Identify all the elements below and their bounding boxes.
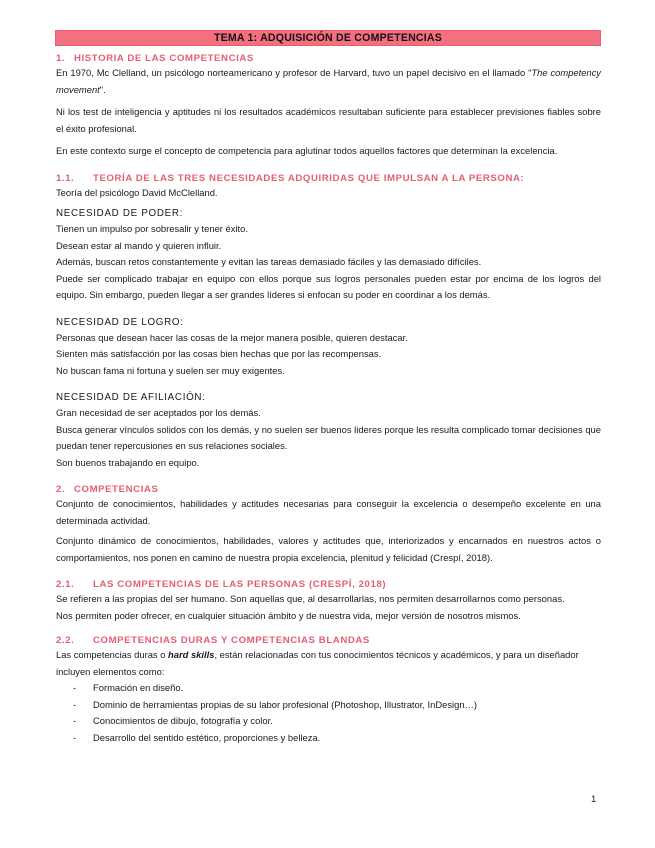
line-poder-3: Además, buscan retos constantemente y evitan las tareas demasiado fáciles y las demasiado difíciles.	[56, 256, 482, 267]
hard-skills-list	[56, 680, 601, 746]
page-number: 1	[591, 793, 597, 804]
section-number: 2.	[56, 484, 66, 495]
subheading-poder: NECESIDAD DE PODER:	[56, 208, 184, 219]
bullet-dash: -	[73, 698, 77, 710]
line-poder-1: Tienen un impulso por sobresalir y tener éxito.	[56, 223, 248, 234]
list-item-text: Conocimientos de dibujo, fotografía y color.	[93, 715, 273, 726]
section-heading-personas	[56, 578, 601, 591]
text-run: , están relacionadas con tus conocimientos técnicos y académicos, y para un diseñador incluyen elementos como:	[56, 649, 579, 677]
line-afiliacion-1: Gran necesidad de ser aceptados por los demás.	[56, 407, 261, 418]
italic-term: The competency movement	[56, 67, 601, 95]
section-title: COMPETENCIAS	[74, 484, 159, 495]
line-logro-1: Personas que desean hacer las cosas de la mejor manera posible, quieren destacar.	[56, 331, 408, 343]
line-poder-2: Desean estar al mando y quieren influir.	[56, 239, 222, 251]
paragraph-competencias-def2: Conjunto dinámico de conocimientos, habilidades, valores y actitudes que, interiorizados y encarnados en nuestros actos o comportamientos, nos ponen en camino de nuestra propia excelencia, plenitud y felicidad (Crespí, 2018).	[56, 535, 601, 563]
section-title: TEORÍA DE LAS TRES NECESIDADES ADQUIRIDAS QUE IMPULSAN A LA PERSONA:	[93, 172, 525, 184]
section-number: 1.1.	[56, 172, 75, 184]
line-afiliacion-2: Busca generar vínculos solidos con los demás, y no suelen ser buenos lideres porque les resulta complicado tomar decisiones que puedan tener repercusiones en sus relaciones sociales.	[56, 423, 601, 451]
line-personas-2: Nos permiten poder ofrecer, en cualquier situación ámbito y de nuestra vida, mejor versión de nosotros mismos.	[56, 609, 521, 621]
section-heading-duras-blandas	[56, 634, 601, 647]
section-title: LAS COMPETENCIAS DE LAS PERSONAS (CRESPÍ, 2018)	[93, 579, 387, 590]
document-body	[56, 52, 601, 746]
paragraph-competencias-def1: Conjunto de conocimientos, habilidades y actitudes necesarias para conseguir la excelencia o desempeño excelente en una determinada actividad.	[56, 498, 601, 526]
list-item	[56, 730, 601, 747]
text-run: ".	[99, 83, 106, 95]
document-title: TEMA 1: ADQUISICIÓN DE COMPETENCIAS	[213, 32, 443, 44]
bullet-dash: -	[73, 715, 77, 726]
title-banner	[55, 30, 601, 46]
line-personas-1: Se refieren a las propias del ser humano. Son aquellas que, al desarrollarlas, nos permiten desarrollarnos como personas.	[56, 593, 565, 604]
section-heading-teoria	[56, 172, 601, 185]
line-logro-3: No buscan fama ni fortuna y suelen ser muy exigentes.	[56, 364, 285, 376]
bold-italic-term: hard skills	[168, 649, 215, 660]
line-logro-2: Sienten más satisfacción por las cosas bien hechas que por las recompensas.	[56, 348, 382, 359]
bullet-dash: -	[73, 682, 77, 693]
line-afiliacion-3: Son buenos trabajando en equipo.	[56, 456, 200, 468]
section-title: COMPETENCIAS DURAS Y COMPETENCIAS BLANDAS	[93, 635, 370, 646]
list-item-text: Formación en diseño.	[93, 682, 184, 693]
section-number: 1.	[56, 53, 66, 64]
section-title: HISTORIA DE LAS COMPETENCIAS	[74, 53, 254, 64]
text-run: Las competencias duras o	[56, 649, 169, 660]
list-item-text: Dominio de herramientas propias de su labor profesional (Photoshop, Illustrator, InDesign…)	[93, 698, 478, 710]
subheading-logro: NECESIDAD DE LOGRO:	[56, 316, 184, 328]
section-heading-historia	[56, 52, 601, 65]
paragraph-mcclelland	[56, 65, 601, 98]
list-item	[56, 697, 601, 714]
list-item-text: Desarrollo del sentido estético, proporciones y belleza.	[93, 731, 321, 743]
section-heading-competencias	[56, 483, 601, 496]
bullet-dash: -	[73, 731, 77, 743]
paragraph-hard-skills	[56, 647, 601, 680]
section-number: 2.2.	[56, 635, 75, 646]
list-item	[56, 680, 601, 697]
paragraph-test-inteligencia: Ni los test de inteligencia y aptitudes ni los resultados académicos resultaban suficiente para establecer previsiones fiables sobre el éxito profesional.	[56, 106, 601, 134]
subheading-afiliacion: NECESIDAD DE AFILIACIÓN:	[56, 392, 206, 403]
section-number: 2.1.	[56, 579, 75, 590]
text-run: En 1970, Mc Clelland, un psicólogo norteamericano y profesor de Harvard, tuvo un papel decisivo en el llamado "	[56, 67, 532, 78]
paragraph-teoria-intro: Teoría del psicólogo David McClelland.	[56, 186, 218, 198]
line-poder-4: Puede ser complicado trabajar en equipo con ellos porque sus logros personales pueden estar por encima de los logros del equipo. Sin embargo, pueden llegar a ser grandes líderes si enfocan su poder en coordinar a los demás.	[56, 272, 601, 300]
paragraph-contexto: En este contexto surge el concepto de competencia para aglutinar todos aquellos factores que determinan la excelencia.	[56, 145, 558, 156]
list-item	[56, 713, 601, 730]
